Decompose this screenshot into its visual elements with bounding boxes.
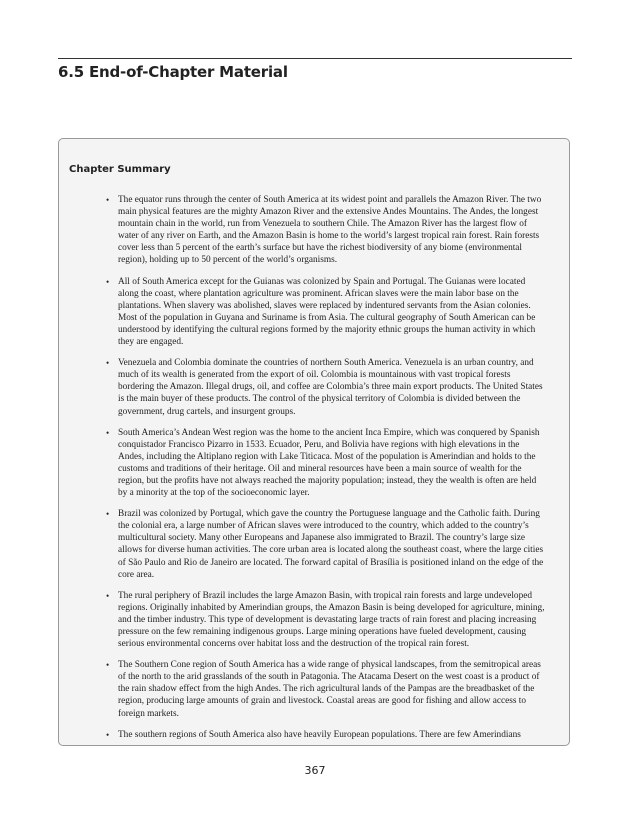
summary-item: • All of South America except for the Guianas was colonized by Spain and Portugal. The Guianas were located along the coast, where plantation agriculture was prominent. African slaves were the main labor base on the plantations. When slavery was abolished, slaves were replaced by indentured servants from the Asian colonies. Most of the population in Guyana and Suriname is from Asia. The cultural geography of South American can be understood by identifying the cultural regions formed by the majority ethnic groups the human activity in which they are engaged. xyxy=(118,276,547,349)
summary-item: • The southern regions of South America also have heavily European populations. There are few Amerindians xyxy=(118,729,547,741)
summary-item: • The rural periphery of Brazil includes the large Amazon Basin, with tropical rain forests and large undeveloped regions. Originally inhabited by Amerindian groups, the Amazon Basin is being developed for agriculture, mining, and the timber industry. This type of development is devastating large tracts of rain forest and placing increasing pressure on the few remaining indigenous groups. Large mining operations have fueled development, causing serious environmental concerns over habitat loss and the destruction of the tropical rain forest. xyxy=(118,590,547,650)
chapter-summary-list xyxy=(59,194,547,746)
chapter-summary-box xyxy=(58,138,570,746)
section-title: 6.5 End-of-Chapter Material xyxy=(58,63,288,81)
page-number: 367 xyxy=(304,764,326,777)
summary-item: • South America’s Andean West region was the home to the ancient Inca Empire, which was conquered by Spanish conquistador Francisco Pizarro in 1533. Ecuador, Peru, and Bolivia have regions with high elevations in the Andes, including the Altiplano region with Lake Titicaca. Most of the population is Amerindian and holds to the customs and traditions of their heritage. Oil and mineral resources have been a main source of wealth for the region, but the profits have not always reached the majority population; instead, they the wealth is often are held by a minority at the top of the socioeconomic layer. xyxy=(118,427,547,500)
summary-item: • The Southern Cone region of South America has a wide range of physical landscapes, from the semitropical areas of the north to the arid grasslands of the south in Patagonia. The Atacama Desert on the west coast is a product of the rain shadow effect from the high Andes. The rich agricultural lands of the Pampas are the breadbasket of the region, producing large amounts of grain and livestock. Coastal areas are good for fishing and allow access to foreign markets. xyxy=(118,659,547,719)
summary-item: • The equator runs through the center of South America at its widest point and parallels the Amazon River. The two main physical features are the mighty Amazon River and the extensive Andes Mountains. The Andes, the longest mountain chain in the world, run from Venezuela to southern Chile. The Amazon River has the largest flow of water of any river on Earth, and the Amazon Basin is home to the world’s largest tropical rain forest. Rain forests cover less than 5 percent of the earth’s surface but have the richest biodiversity of any biome (environmental region), holding up to 50 percent of the world’s organisms. xyxy=(118,194,547,267)
summary-item: • Venezuela and Colombia dominate the countries of northern South America. Venezuela is an urban country, and much of its wealth is generated from the export of oil. Colombia is mountainous with vast tropical forests bordering the Amazon. Illegal drugs, oil, and coffee are Colombia’s three main export products. The United States is the main buyer of these products. The control of the physical territory of Colombia is divided between the government, drug cartels, and insurgent groups. xyxy=(118,357,547,417)
chapter-summary-heading: Chapter Summary xyxy=(69,164,171,175)
summary-item: • Brazil was colonized by Portugal, which gave the country the Portuguese language and the Catholic faith. During the colonial era, a large number of African slaves were introduced to the country, which added to the country’s multicultural society. Many other Europeans and Japanese also immigrated to Brazil. The country’s large size allows for diverse human activities. The core urban area is located along the southeast coast, where the large cities of São Paulo and Rio de Janeiro are located. The forward capital of Brasília is positioned inland on the edge of the core area. xyxy=(118,508,547,581)
top-rule xyxy=(58,58,572,59)
